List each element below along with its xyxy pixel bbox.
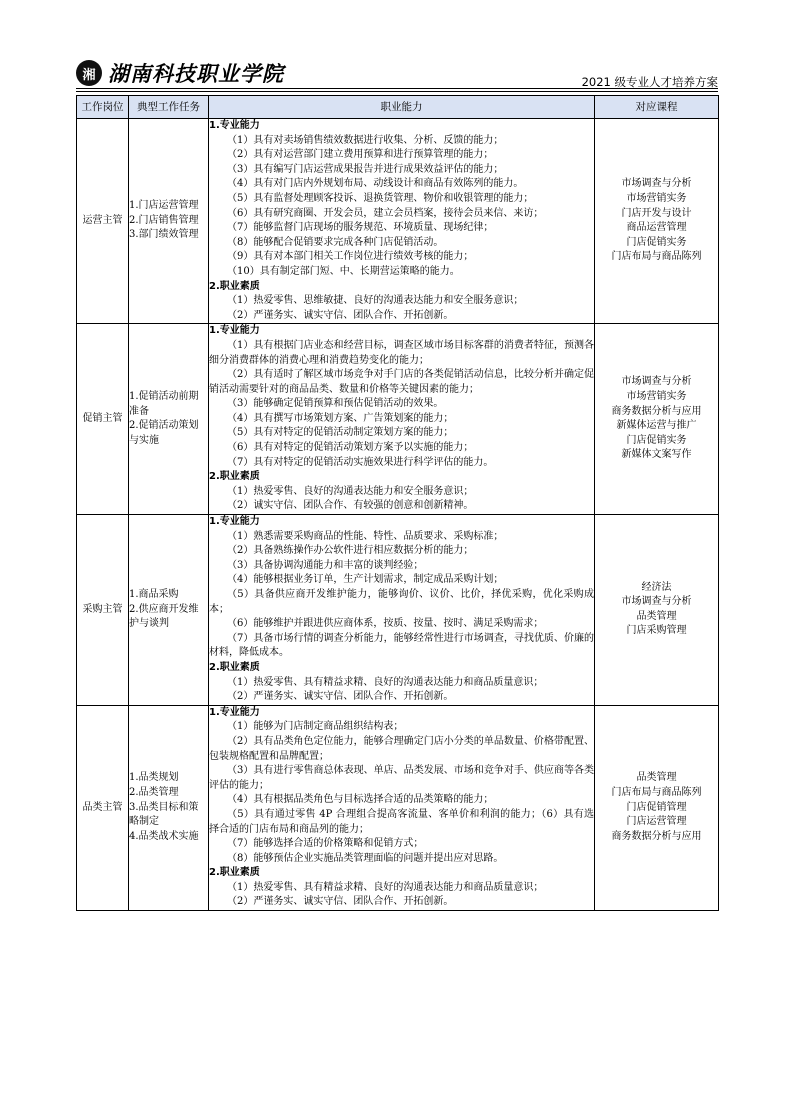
related-courses <box>595 119 719 324</box>
abilities <box>209 705 595 910</box>
ability-item: （3）具有进行零售商总体表现、单店、品类发展、市场和竞争对手、供应商等各类评估的能力； <box>209 765 594 791</box>
quality-item: （1）热爱零售、具有精益求精、良好的沟通表达能力和商品质量意识； <box>227 676 544 688</box>
ability-item: （4）具有撰写市场策划方案、广告策划案的能力； <box>227 412 454 424</box>
quality-item: （1）热爱零售、具有精益求精、良好的沟通表达能力和商品质量意识； <box>227 881 544 893</box>
course-item: 市场调查与分析 <box>621 178 692 190</box>
professional-quality-heading: 2.职业素质 <box>209 867 260 879</box>
table-header-row <box>77 96 719 119</box>
course-item: 门店布局与商品陈列 <box>611 787 702 799</box>
abilities <box>209 324 595 515</box>
competency-table <box>76 95 719 911</box>
ability-item: （5）具备供应商开发维护能力，能够询价、议价、比价，择优采购，优化采购成本； <box>209 589 594 615</box>
ability-item: （7）能够监督门店现场的服务规范、环境质量、现场纪律； <box>227 222 494 234</box>
professional-quality-heading: 2.职业素质 <box>209 280 260 292</box>
course-item: 门店促销实务 <box>626 434 687 446</box>
job-position: 运营主管 <box>77 119 129 324</box>
task-item: 2.促销活动策划与实施 <box>129 420 199 446</box>
school-name: 湖南科技职业学院 <box>108 62 284 86</box>
header-tasks: 典型工作任务 <box>129 96 209 119</box>
quality-item: （2）严谨务实、诚实守信、团队合作、开拓创新。 <box>227 691 454 703</box>
ability-item: （3）能够确定促销预算和预估促销活动的效果。 <box>227 398 444 410</box>
abilities <box>209 515 595 706</box>
quality-item: （1）热爱零售、思维敏捷、良好的沟通表达能力和安全服务意识； <box>227 295 524 307</box>
course-item: 新媒体运营与推广 <box>616 420 697 432</box>
course-item: 门店采购管理 <box>626 625 687 637</box>
course-item: 商务数据分析与应用 <box>611 405 702 417</box>
ability-item: （9）具有对本部门相关工作岗位进行绩效考核的能力； <box>227 251 474 263</box>
typical-tasks <box>129 705 209 910</box>
course-item: 市场调查与分析 <box>621 596 692 608</box>
typical-tasks <box>129 515 209 706</box>
professional-ability-heading: 1.专业能力 <box>209 706 260 718</box>
ability-item: （4）具有根据品类角色与目标选择合适的品类策略的能力； <box>227 794 494 806</box>
course-item: 门店促销实务 <box>626 236 687 248</box>
ability-item: （5）具有通过零售 4P 合理组合提高客流量、客单价和利润的能力；（6）具有选择合适的门店布局和商品列的能力； <box>209 808 594 835</box>
ability-item: （6）能够维护并跟进供应商体系，按质、按量、按时、满足采购需求； <box>227 618 544 630</box>
ability-item: （3）具备协调沟通能力和丰富的谈判经验； <box>227 559 424 571</box>
ability-item: （4）具有对门店内外规划布局、动线设计和商品有效陈列的能力。 <box>227 178 524 190</box>
course-item: 商务数据分析与应用 <box>611 830 702 842</box>
ability-item: （7）具有对特定的促销活动实施效果进行科学评估的能力。 <box>227 456 494 468</box>
ability-item: （2）具有适时了解区域市场竞争对手门店的各类促销活动信息，比较分析并确定促销活动需要针对的商品品类、数量和价格等关键因素的能力； <box>209 369 594 395</box>
typical-tasks <box>129 119 209 324</box>
course-item: 市场调查与分析 <box>621 376 692 388</box>
course-item: 市场营销实务 <box>626 192 687 204</box>
header-rule-thick <box>76 88 718 89</box>
ability-item: （2）具有对运营部门建立费用预算和进行预算管理的能力； <box>227 149 494 161</box>
task-item: 2.门店销售管理 <box>129 214 199 226</box>
course-item: 门店促销管理 <box>626 801 687 813</box>
course-item: 经济法 <box>641 581 672 593</box>
task-item: 3.部门绩效管理 <box>129 229 199 241</box>
quality-item: （2）诚实守信、团队合作、有较强的创意和创新精神。 <box>227 500 474 512</box>
task-item: 1.门店运营管理 <box>129 200 199 212</box>
course-item: 市场营销实务 <box>626 390 687 402</box>
ability-item: （2）具备熟练操作办公软件进行相应数据分析的能力； <box>227 545 474 557</box>
ability-item: （7）能够选择合适的价格策略和促销方式； <box>227 838 424 850</box>
task-item: 1.商品采购 <box>129 589 179 600</box>
table-row <box>77 705 719 910</box>
school-emblem-icon: 湘 <box>76 60 102 86</box>
task-item: 1.促销活动前期准备 <box>129 390 199 417</box>
professional-ability-heading: 1.专业能力 <box>209 516 260 528</box>
professional-quality-heading: 2.职业素质 <box>209 471 260 483</box>
header-abilities: 职业能力 <box>209 96 595 119</box>
course-item: 商品运营管理 <box>626 222 687 234</box>
professional-ability-heading: 1.专业能力 <box>209 325 260 337</box>
document-title: 2021 级专业人才培养方案 <box>581 75 718 89</box>
ability-item: （2）具有品类角色定位能力，能够合理确定门店小分类的单品数量、价格带配置、包装规格配置和品牌配置； <box>209 735 594 762</box>
ability-item: （7）具备市场行情的调查分析能力，能够经常性进行市场调查，寻找优质、价廉的材料，降低成本。 <box>209 632 594 659</box>
task-item: 2.品类管理 <box>129 787 179 799</box>
ability-item: （3）具有编写门店运营成果报告并进行成果效益评估的能力； <box>227 163 504 175</box>
professional-ability-heading: 1.专业能力 <box>209 120 260 131</box>
ability-item: （6）具有对特定的促销活动策划方案予以实施的能力； <box>227 442 474 454</box>
header-position: 工作岗位 <box>77 96 129 119</box>
ability-item: （8）能够配合促销要求完成各种门店促销活动。 <box>227 236 444 248</box>
ability-item: （1）熟悉需要采购商品的性能、特性、品质要求、采购标准； <box>227 530 504 542</box>
related-courses <box>595 324 719 515</box>
quality-item: （2）严谨务实、诚实守信、团队合作、开拓创新。 <box>227 896 454 908</box>
abilities <box>209 119 595 324</box>
related-courses <box>595 705 719 910</box>
ability-item: （5）具有对特定的促销活动制定策划方案的能力； <box>227 427 454 439</box>
course-item: 品类管理 <box>636 772 677 784</box>
ability-item: （10）具有制定部门短、中、长期营运策略的能力。 <box>227 265 460 277</box>
table-row <box>77 324 719 515</box>
job-position: 促销主管 <box>77 324 129 515</box>
course-item: 门店布局与商品陈列 <box>611 251 702 263</box>
ability-item: （1）具有对卖场销售绩效数据进行收集、分析、反馈的能力； <box>227 134 504 146</box>
course-item: 品类管理 <box>636 610 677 622</box>
professional-quality-heading: 2.职业素质 <box>209 661 260 673</box>
page-header <box>76 58 718 88</box>
task-item: 3.品类目标和策略制定 <box>129 801 199 828</box>
course-item: 新媒体文案写作 <box>621 449 692 461</box>
related-courses <box>595 515 719 706</box>
quality-item: （1）热爱零售、良好的沟通表达能力和安全服务意识； <box>227 485 474 497</box>
table-row <box>77 119 719 324</box>
header-rule-thin <box>76 91 718 92</box>
ability-item: （1）具有根据门店业态和经营目标，调查区域市场目标客群的消费者特征，预测各细分消费群体的消费心理和消费趋势变化的能力； <box>209 339 594 366</box>
task-item: 1.品类规划 <box>129 772 179 784</box>
job-position: 品类主管 <box>77 705 129 910</box>
ability-item: （1）能够为门店制定商品组织结构表； <box>227 721 404 733</box>
course-item: 门店开发与设计 <box>621 207 692 219</box>
ability-item: （6）具有研究商圈、开发会员，建立会员档案，接待会员来信、来访； <box>227 207 544 219</box>
table-row <box>77 515 719 706</box>
ability-item: （4）能够根据业务订单，生产计划需求，制定成品采购计划； <box>227 574 504 586</box>
header-courses: 对应课程 <box>595 96 719 119</box>
course-item: 门店运营管理 <box>626 816 687 828</box>
task-item: 4.品类战术实施 <box>129 830 199 842</box>
ability-item: （8）能够预估企业实施品类管理面临的问题并提出应对思路。 <box>227 852 504 864</box>
quality-item: （2）严谨务实、诚实守信、团队合作、开拓创新。 <box>227 309 454 321</box>
job-position: 采购主管 <box>77 515 129 706</box>
school-logo <box>76 58 284 88</box>
task-item: 2.供应商开发维护与谈判 <box>129 603 199 630</box>
typical-tasks <box>129 324 209 515</box>
ability-item: （5）具有监督处理顾客投诉、退换货管理、物价和收银管理的能力； <box>227 192 534 204</box>
